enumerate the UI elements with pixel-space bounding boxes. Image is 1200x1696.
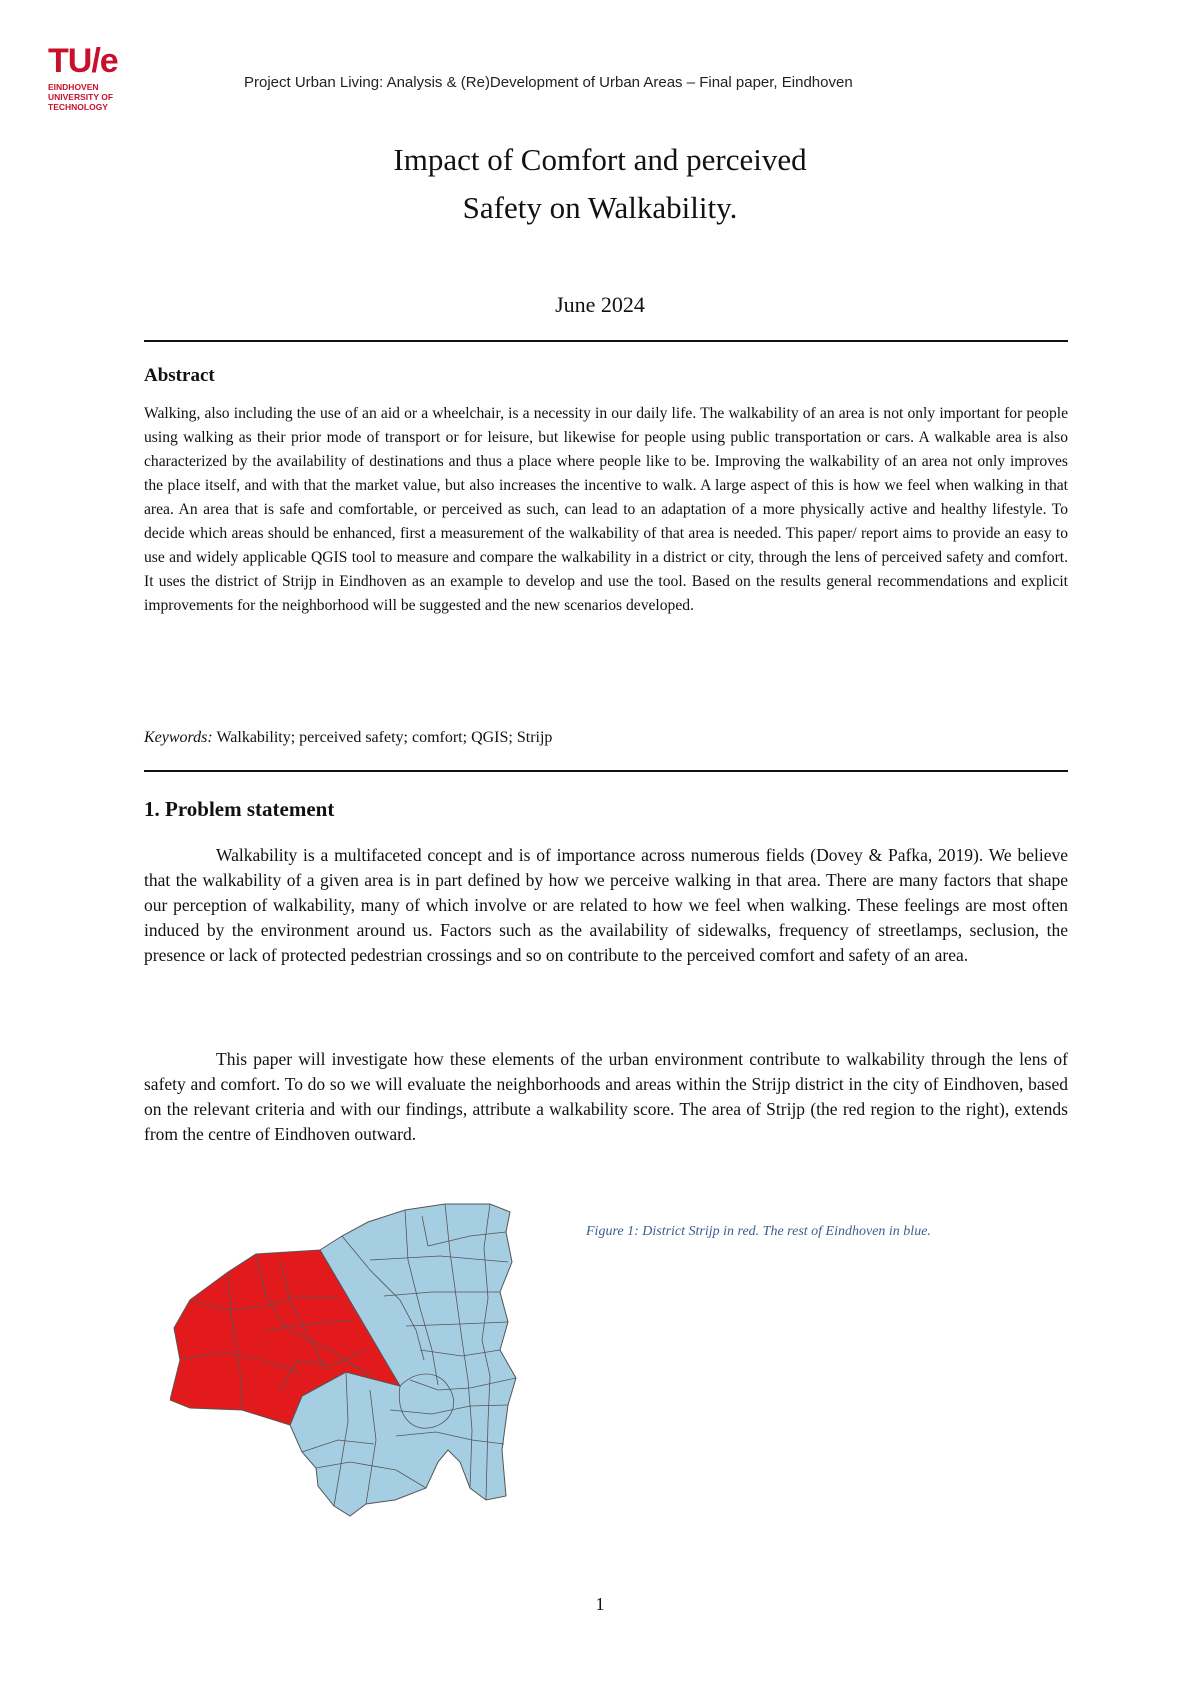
tue-logo: [48, 44, 118, 112]
page-number: 1: [595, 1594, 605, 1614]
keywords: [144, 729, 552, 747]
logo-mark: TU/e: [48, 42, 118, 80]
strijp-district-map: [170, 1200, 590, 1530]
abstract-text: Walking, also including the use of an aid or a wheelchair, is a necessity in our daily life. The walkability of an area is not only important for people using walking as their prior mode of transport or for leisure, but likewise for people using public transportation or cars. A walkable area is also characterized by the availability of destinations and thus a place where people like to be. Improving the walkability of an area not only improves the place itself, and with that the market value, but also increases the incentive to walk. A large aspect of this is how we feel when walking in that area. An area that is safe and comfortable, or perceived as such, can lead to an adaptation of a more physically active and healthy lifestyle. To decide which areas should be enhanced, first a measurement of the walkability of that area is needed. This paper/ report aims to provide an easy to use and widely applicable QGIS tool to measure and compare the walkability in a district or city, through the lens of perceived safety and comfort. It uses the district of Strijp in Eindhoven as an example to develop and use the tool. Based on the results general recommendations and explicit improvements for the neighborhood will be suggested and the new scenarios developed.: [144, 405, 1068, 614]
logo-line: EINDHOVEN: [48, 82, 99, 92]
logo-line: TECHNOLOGY: [48, 102, 108, 112]
keywords-label: Keywords:: [144, 729, 213, 746]
title-line-2: Safety on Walkability.: [462, 190, 738, 225]
section-heading: 1. Problem statement: [144, 797, 335, 821]
paragraph-1: Walkability is a multifaceted concept and is of importance across numerous fields (Dovey & Pafka, 2019). We believe that the walkability of a given area is in part defined by how we perceive walking in that area. There are many factors that shape our perception of walkability, many of which involve or are related to how we feel when walking. These feelings are most often induced by the environment around us. Factors such as the availability of sidewalks, frequency of streetlamps, seclusion, the presence or lack of protected pedestrian crossings and so on contribute to the perceived comfort and safety of an area.: [144, 845, 1068, 965]
running-header: Project Urban Living: Analysis & (Re)Development of Urban Areas – Final paper, Eindhoven: [244, 74, 853, 91]
keywords-text: Walkability; perceived safety; comfort; QGIS; Strijp: [216, 729, 553, 746]
divider-top: [144, 340, 1068, 342]
logo-line: UNIVERSITY OF: [48, 92, 114, 102]
paper-title: [0, 136, 1200, 232]
divider-bottom: [144, 770, 1068, 772]
title-line-1: Impact of Comfort and perceived: [393, 142, 807, 177]
publication-date: June 2024: [555, 292, 645, 317]
paragraph-2: This paper will investigate how these elements of the urban environment contribute to walkability through the lens of safety and comfort. To do so we will evaluate the neighborhoods and areas within the Strijp district in the city of Eindhoven, based on the relevant criteria and with our findings, attribute a walkability score. The area of Strijp (the red region to the right), extends from the centre of Eindhoven outward.: [144, 1049, 1068, 1144]
figure-caption: Figure 1: District Strijp in red. The rest of Eindhoven in blue.: [586, 1224, 931, 1239]
logo-subtitle: [48, 82, 118, 112]
abstract-heading: Abstract: [144, 365, 215, 386]
